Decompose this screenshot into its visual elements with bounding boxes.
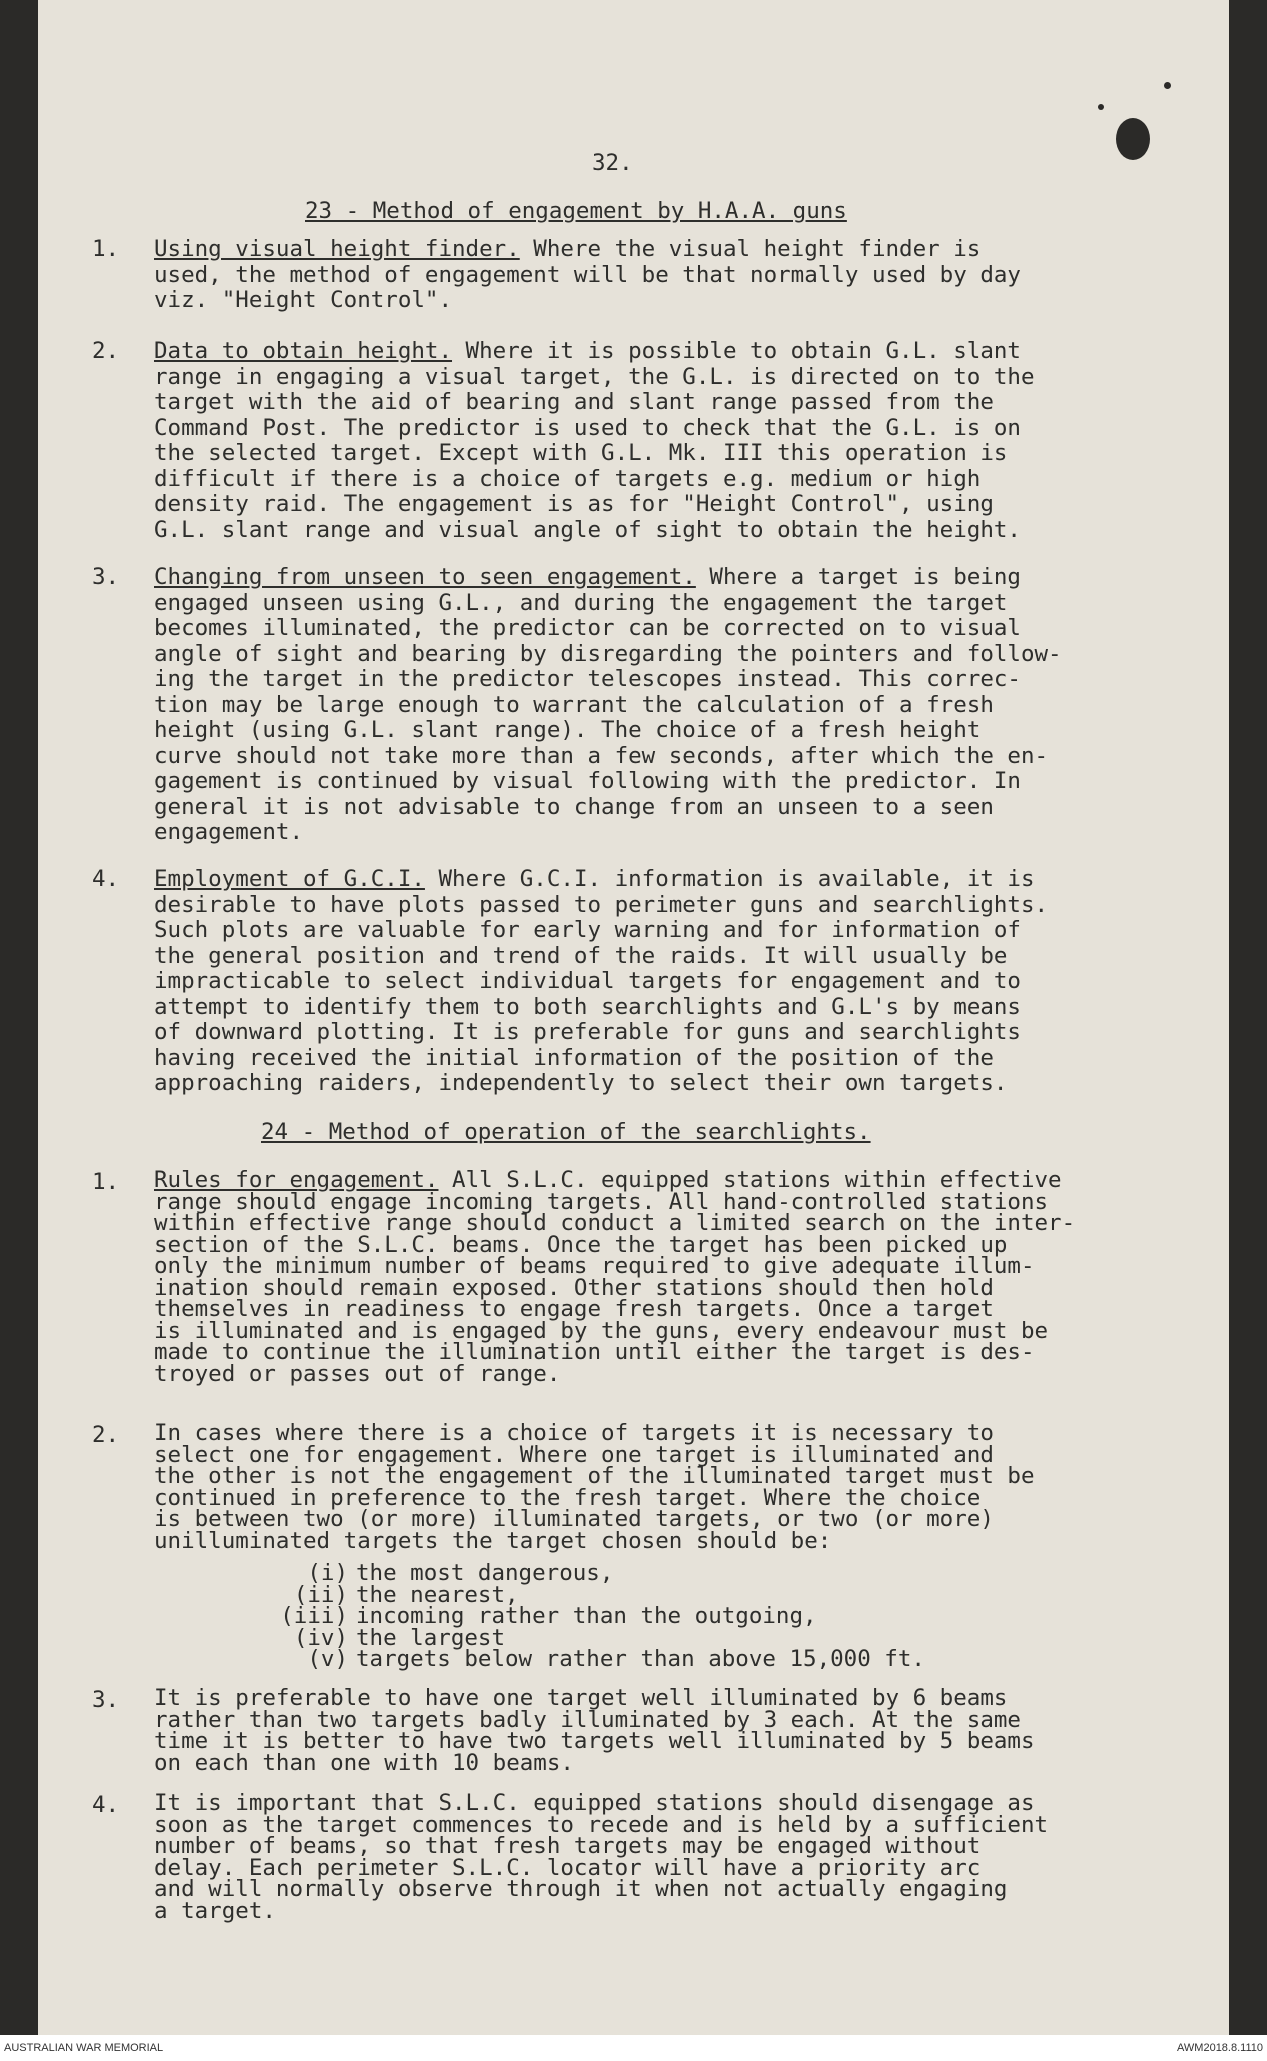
list-numeral: (iv) — [293, 1624, 348, 1651]
paragraph — [154, 565, 1174, 846]
archive-name: AUSTRALIAN WAR MEMORIAL — [4, 2042, 164, 2054]
paragraph-text: Where a target is being engaged unseen using G.L., and during the engagement the target becomes illuminated, the predictor can be corrected on to visual angle of sight and bearing by disregarding the pointers and follow- ing the target in the predictor telescopes instead. This correc- tion may be large enough to warrant the calculation of a fresh height (using G.L. slant range). The choice of a fresh height curve should not take more than a few seconds, after which the en- gagement is continued by visual following with the predictor. In general it is not advisable to change from an unseen to a seen engagement. — [154, 564, 1062, 845]
archive-footer — [0, 2035, 1267, 2061]
paragraph — [154, 1167, 1174, 1387]
paper-hole — [1098, 104, 1104, 110]
paragraph-text: Where it is possible to obtain G.L. slant range in engaging a visual target, the G.L. is directed on to the target with the aid of bearing and slant range passed from the Command Post. The predictor is used to check that the G.L. is on the selected target. Except with G.L. Mk. III this operation is difficult if there is a choice of targets e.g. medium or high density raid. The engagement is as for "Height Control", using G.L. slant range and visual angle of sight to obtain the height. — [154, 338, 1035, 543]
list-numeral: (iii) — [280, 1603, 348, 1629]
paragraph-title: Data to obtain height. — [154, 338, 453, 364]
paragraph: It is important that S.L.C. equipped stations should disengage as soon as the target commences to recede and is held by a sufficient number of beams, so that fresh targets may be engaged without delay. Each perimeter S.L.C. locator will have a priority arc and will normally observe through it when not actually engaging a target. — [154, 1790, 1049, 1924]
item-number: 4. — [92, 866, 120, 892]
paragraph: It is preferable to have one target well illuminated by 6 beams rather than two targets badly illuminated by 3 each. At the same time it is better to have two targets well illuminated by 5 beams on each than one with 10 beams. — [154, 1685, 1035, 1776]
section-23-heading: 23 - Method of engagement by H.A.A. guns — [305, 198, 847, 224]
paragraph — [154, 237, 1174, 314]
paragraph — [154, 339, 1174, 543]
paragraph — [154, 867, 1174, 1097]
archive-reference: AWM2018.8.1110 — [1176, 2042, 1263, 2054]
item-number: 4. — [92, 1792, 120, 1818]
paragraph-title: Using visual height finder. — [154, 236, 520, 262]
paragraph-title: Employment of G.C.I. — [154, 866, 425, 892]
list-text: the largest — [356, 1624, 506, 1651]
item-number: 1. — [92, 1169, 120, 1195]
paragraph-text: Where G.C.I. information is available, it is desirable to have plots passed to perimeter guns and searchlights. Such plots are valuable for early warning and for information of the general position and trend of the raids. It will usually be impracticable to select individual targets for engagement and to attempt to identify them to both searchlights and G.L's by means of downward plotting. It is preferable for guns and searchlights having received the initial information of the position of the approaching raiders, independently to select their own targets. — [154, 866, 1049, 1096]
item-number: 2. — [92, 338, 120, 364]
paragraph-title: Changing from unseen to seen engagement. — [154, 564, 696, 590]
list-text: incoming rather than the outgoing, — [356, 1603, 817, 1629]
list-text: targets below rather than above 15,000 ft. — [356, 1646, 925, 1672]
list-numeral: (i) — [307, 1560, 348, 1586]
paper-hole — [1116, 118, 1150, 160]
paragraph-text: Where the visual height finder is used, the method of engagement will be that normally used by day viz. "Height Control". — [154, 236, 1021, 313]
list-numeral: (ii) — [293, 1581, 348, 1608]
paragraph-text: All S.L.C. equipped stations within effective range should engage incoming targets. All hand-controlled stations within effective range should conduct a limited search on the inter- section of the S.L.C. beams. Once the target has been picked up only the minimum number of beams required to give adequate illum- ination should remain exposed. Other stations should then hold themselves in readiness to engage fresh targets. Once a target is illuminated and is engaged by the guns, every endeavour must be made to continue the illumination until either the target is des- troyed or passes out of range. — [154, 1167, 1076, 1387]
paper-hole — [1164, 82, 1171, 89]
paragraph-title: Rules for engagement. — [154, 1167, 439, 1193]
item-number: 3. — [92, 564, 120, 590]
item-number: 1. — [92, 236, 120, 262]
section-24-heading: 24 - Method of operation of the searchlights. — [261, 1119, 871, 1145]
list-item — [260, 1646, 1160, 1672]
list-numeral: (v) — [307, 1646, 348, 1672]
list-text: the nearest, — [356, 1581, 519, 1608]
paragraph: In cases where there is a choice of targets it is necessary to select one for engagement. Where one target is illuminated and the other is not the engagement of the illuminated target must be continued in preference to the fresh target. Where the choice is between two (or more) illuminated targets, or two (or more) unilluminated targets the target chosen should be: — [154, 1420, 1035, 1554]
page-number: 32. — [592, 150, 633, 176]
target-choice-list — [260, 1560, 1160, 1672]
item-number: 3. — [92, 1687, 120, 1713]
item-number: 2. — [92, 1422, 120, 1448]
list-text: the most dangerous, — [356, 1560, 614, 1586]
